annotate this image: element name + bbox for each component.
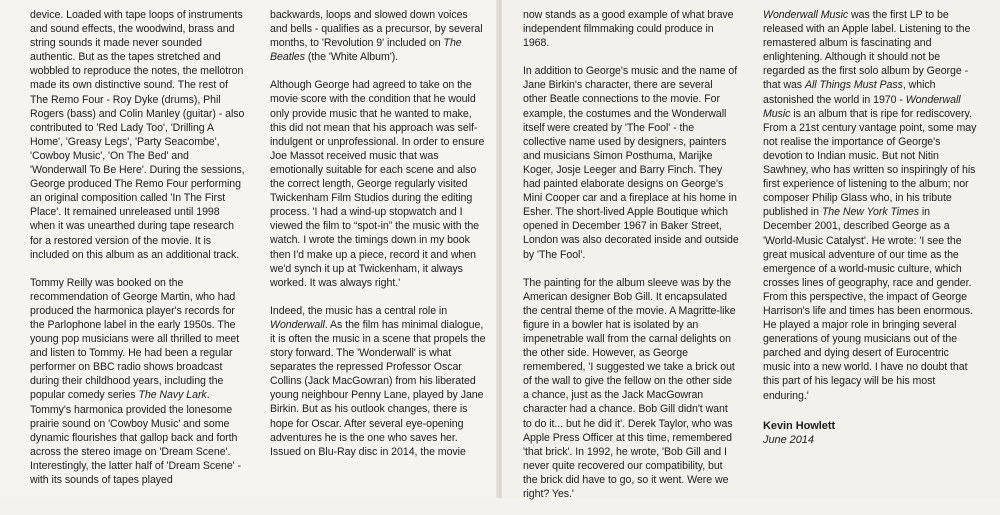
right-page	[502, 0, 1000, 498]
paragraph: In addition to George's music and the name of Jane Birkin's character, there are several other Beatle connections to the movie. For example, the costumes and the Wonderwall itself were created by 'The Fool' - the collective name used by designers, painters and musicians Simon Posthuma, Marijke Koger, Josje Leeger and Barry Finch. They had painted elaborate designs on George's Mini Cooper car and a fireplace at his home in Esher. The short-lived Apple Boutique which opened in December 1967 in Baker Street, London was also decorated inside and outside by 'The Fool'.	[523, 65, 739, 261]
emphasis: Wonderwall Music	[763, 93, 961, 120]
left-page	[0, 0, 498, 498]
paragraph: Indeed, the music has a central role in Wonderwall. As the film has minimal dialogue, it is often the music in a scene that propels the story forward. The 'Wonderwall' is what separates the repressed Professor Oscar Collins (Jack MacGowran) from his liberated young neighbour Penny Lane, played by Jane Birkin. But as his outlook changes, there is hope for Oscar. After several eye-opening adventures he is the one who saves her. Issued on Blu-Ray disc in 2014, the movie	[270, 304, 486, 458]
paragraph: backwards, loops and slowed down voices and bells - qualifies as a precursor, by several months, to 'Revolution 9' included on The Beatles (the 'White Album').	[270, 9, 483, 64]
paragraph: Although George had agreed to take on the movie score with the condition that he would only provide music that he wanted to make, this did not mean that his approach was self-indulgent or unprofessional. In order to ensure Joe Massot received music that was emotionally suitable for each scene and also the correct length, George regularly visited Twickenham Film Studios during the editing process. 'I had a wind-up stopwatch and I viewed the film to “spot-in” the music with the watch. I wrote the timings down in my book then I'd make up a piece, record it and when we'd synch it up at Twickenham, it always worked. It was always right.'	[270, 79, 485, 289]
emphasis: The Navy Lark	[138, 389, 207, 402]
paragraph: device. Loaded with tape loops of instruments and sound effects, the woodwind, brass and string sounds it made never sounded authentic. But as the tapes stretched and wobbled to reproduce the notes, the mellotron made its own distinctive sound. The rest of The Remo Four - Roy Dyke (drums), Phil Rogers (bass) and Colin Manley (guitar) - also contributed to 'Red Lady Too', 'Drilling A Home', 'Greasy Legs', 'Party Seacombe', 'Cowboy Music', 'On The Bed' and 'Wonderwall To Be Here'. During the sessions, George produced The Remo Four performing an original composition called 'In The First Place'. It remained unreleased until 1998 when it was unearthed during tape research for a restored version of the movie. It is included on this album as an additional track.	[30, 9, 245, 261]
column-4	[763, 8, 979, 447]
paragraph: The painting for the album sleeve was by the American designer Bob Gill. It encapsulated the central theme of the movie. A Magritte-like figure in a bowler hat is isolated by an impenetrable wall from the carnal delights on the other side. However, as George remembered, 'I suggested we take a brick out of the wall to give the fellow on the other side a chance, just as the Jack MacGowran character had a chance. Bob Gill didn't want to do it... but he did it'. Derek Taylor, who was Apple Press Officer at this time, remembered 'that brick'. In 1992, he wrote, 'Bob Gill and I never quite recovered our compatibility, but the brick did have to go, so it went. Were we right? Yes.'	[523, 276, 736, 500]
emphasis: The Beatles	[270, 37, 462, 64]
paragraph: Wonderwall Music was the first LP to be released with an Apple label. Listening to the remastered album is fascinating and enlightening. Although it should not be regarded as the first solo album by George - that was All Things Must Pass, which astonished the world in 1970 - Wonderwall Music is an album that is ripe for rediscovery. From a 21st century vantage point, some may not realise the importance of George's devotion to Indian music. But not Nitin Sawhney, who has written so inspiringly of his first experience of listening to the album; nor composer Philip Glass who, in his tribute published in The New York Times in December 2001, described George as a 'World-Music Catalyst'. He wrote: 'I see the great musical adventure of our time as the emergence of a world-music culture, which crosses lines of geography, race and gender. From this perspective, the impact of George Harrison's life and times has been enormous. He played a major role in bringing several generations of young musicians out of the parched and dying desert of Eurocentric music into a new world. I have no doubt that this part of his legacy will be his most enduring.'	[763, 9, 977, 402]
emphasis: All Things Must Pass	[804, 79, 903, 92]
paragraph: Tommy Reilly was booked on the recommendation of George Martin, who had produced the harmonica player's records for the Parlophone label in the early 1950s. The young pop musicians were all thrilled to meet and listen to Tommy. He had been a regular performer on BBC radio shows broadcast during their childhood years, including the popular comedy series The Navy Lark. Tommy's harmonica provided the lonesome prairie sound on 'Cowboy Music' and some dynamic flourishes that gallop back and forth across the stereo image on 'Dream Scene'. Interestingly, the latter half of 'Dream Scene' - with its sounds of tapes played	[30, 276, 242, 486]
emphasis: The New York Times	[821, 206, 919, 219]
column-2	[270, 8, 486, 473]
author-date: June 2014	[763, 433, 814, 446]
column-3	[523, 8, 739, 515]
emphasis: Wonderwall Music	[763, 9, 849, 21]
paragraph: now stands as a good example of what brave independent filmmaking could produce in 1968.	[523, 9, 734, 50]
author-name: Kevin Howlett	[763, 419, 836, 432]
emphasis: Wonderwall	[270, 318, 325, 331]
column-1	[30, 8, 246, 501]
